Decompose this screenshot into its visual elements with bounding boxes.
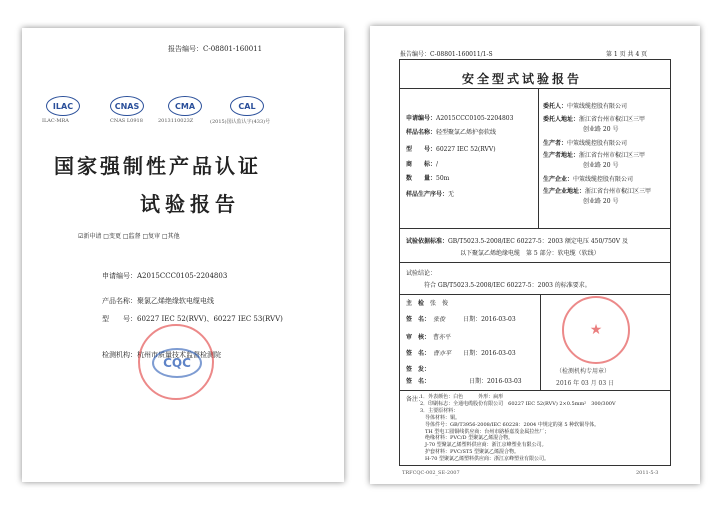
conclusion-label: 试验结论： bbox=[406, 270, 437, 277]
note-item: 3．主要原材料： bbox=[420, 407, 459, 414]
field-application-no: 申请编号：A2015CCC0105-2204803 bbox=[102, 272, 228, 280]
client-address: 委托人地址：浙江省台州市椒江区三甲 bbox=[543, 116, 646, 123]
report-number: 报告编号：C-08801-160011 bbox=[168, 45, 263, 53]
note-item: 1．外表颜色：白色 外形：扁形 bbox=[420, 394, 504, 400]
notes-list bbox=[420, 394, 616, 463]
manufacturer-address: 生产企业地址：浙江省台州市椒江区三甲 bbox=[543, 188, 652, 195]
note-item: H-70 型聚氯乙烯塑料供应商：浙江京峰塑业有限公司。 bbox=[420, 456, 550, 463]
manufacturer: 生产企业：中策线缆控股有限公司 bbox=[543, 176, 634, 183]
inspector-label: 主 检 张 俊 bbox=[406, 300, 449, 307]
notes-label: 备注： bbox=[406, 396, 425, 403]
note-item: 护套材料：PVC/ST5 型聚氯乙烯混合物。 bbox=[420, 449, 520, 456]
application-type-checkboxes: ☑新申请 □变更 □监督 □复审 □其他 bbox=[78, 233, 180, 240]
footer-form-code: TRFCQC-002_SE-2007 bbox=[402, 470, 460, 476]
note-item: TH 型电工圆铜线供应商：台州市路桥嘉茂金属拉丝厂； bbox=[420, 428, 550, 435]
cal-caption: (2015)国认监认字(433)号 bbox=[210, 119, 271, 125]
producer: 生产者：中策线缆控股有限公司 bbox=[543, 140, 628, 147]
ilac-caption: ILAC-MRA bbox=[42, 118, 69, 124]
cma-logo: CMA bbox=[168, 96, 202, 116]
page-indicator: 第 1 页 共 4 页 bbox=[606, 51, 648, 58]
seal-caption: （检测机构专用章） bbox=[556, 368, 611, 375]
reviewer-signature: 签 名： 曹亦平 日期：2016-03-03 bbox=[406, 350, 516, 357]
footer-date: 2011-5-3 bbox=[636, 470, 659, 476]
inspector-signature: 签 名： 张俊 日期：2016-03-03 bbox=[406, 316, 516, 323]
cnas-caption: CNAS L0918 bbox=[110, 118, 143, 124]
field-product-name: 产品名称：聚氯乙烯绝缘软电缆电线 bbox=[102, 297, 214, 305]
manufacturer-address-2: 创业路 20 号 bbox=[583, 198, 619, 205]
report-title: 安全型式试验报告 bbox=[462, 72, 583, 86]
sample-name: 样品名称：轻型聚氯乙烯护套软线 bbox=[406, 129, 497, 136]
sample-app-no: 申请编号：A2015CCC0105-2204803 bbox=[406, 115, 514, 122]
test-report-page bbox=[370, 26, 700, 484]
cma-caption: 2013110023Z bbox=[158, 118, 194, 124]
official-seal bbox=[138, 324, 214, 400]
reviewer-label: 审 核： 曹亦平 bbox=[406, 334, 452, 341]
conclusion-text: 符合 GB/T5023.5-2008/IEC 60227-5：2003 的标准要求。 bbox=[424, 282, 591, 289]
field-test-lab: 检测机构：杭州市质量技术监督检测院 bbox=[102, 351, 221, 359]
producer-address-2: 创业路 20 号 bbox=[583, 162, 619, 169]
field-model: 型 号：60227 IEC 52(RVV)、60227 IEC 53(RVV) bbox=[102, 315, 283, 323]
issuer-signature: 签 名： 日期：2016-03-03 bbox=[406, 378, 522, 385]
client: 委托人：中策线缆控股有限公司 bbox=[543, 103, 628, 110]
cal-logo: CAL bbox=[230, 96, 264, 116]
issuer-label: 签 发： bbox=[406, 366, 431, 373]
seal-date: 2016 年 03 月 03 日 bbox=[556, 380, 615, 387]
sample-quantity: 数 量：50m bbox=[406, 175, 450, 182]
client-address-2: 创业路 20 号 bbox=[583, 126, 619, 133]
cnas-logo: CNAS bbox=[110, 96, 144, 116]
sample-brand: 商 标：/ bbox=[406, 161, 439, 168]
note-item: 导体材料：铜。 bbox=[420, 414, 461, 421]
cover-subtitle: 试验报告 bbox=[140, 192, 240, 216]
cqc-logo: CQC bbox=[152, 348, 202, 378]
cover-title: 国家强制性产品认证 bbox=[54, 154, 261, 178]
certificate-cover-page bbox=[22, 28, 344, 482]
ilac-logo: ILAC bbox=[46, 96, 80, 116]
sample-model: 型 号：60227 IEC 52(RVV) bbox=[406, 146, 496, 153]
note-item: 导体件号：GB/T3956-2008/IEC 60228：2004 中规定的第 5 种软铜导体。 bbox=[420, 421, 600, 428]
sample-serial: 样品生产序号：无 bbox=[406, 191, 455, 198]
producer-address: 生产者地址：浙江省台州市椒江区三甲 bbox=[543, 152, 646, 159]
report-number: 报告编号：C-08801-160011/1-S bbox=[400, 51, 493, 58]
institution-seal: ★ bbox=[562, 296, 630, 364]
note-item: J-70 型聚氯乙烯塑料供应商：浙江京峰塑业有限公司。 bbox=[420, 442, 547, 449]
note-item: 2．印刷标志：全通电缆股份有限公司 60227 IEC 52(RVV) 2×0.5mm² 300/300V bbox=[420, 400, 616, 407]
note-item: 绝缘材料：PVC/D 型聚氯乙烯混合物。 bbox=[420, 435, 514, 442]
test-basis-line2: 以下聚氯乙烯绝缘电缆 第 5 部分：软电缆（软线） bbox=[460, 250, 600, 257]
test-basis: 试验依据标准：GB/T5023.5-2008/IEC 60227-5：2003 额定电压 450/750V 及 bbox=[406, 238, 628, 245]
